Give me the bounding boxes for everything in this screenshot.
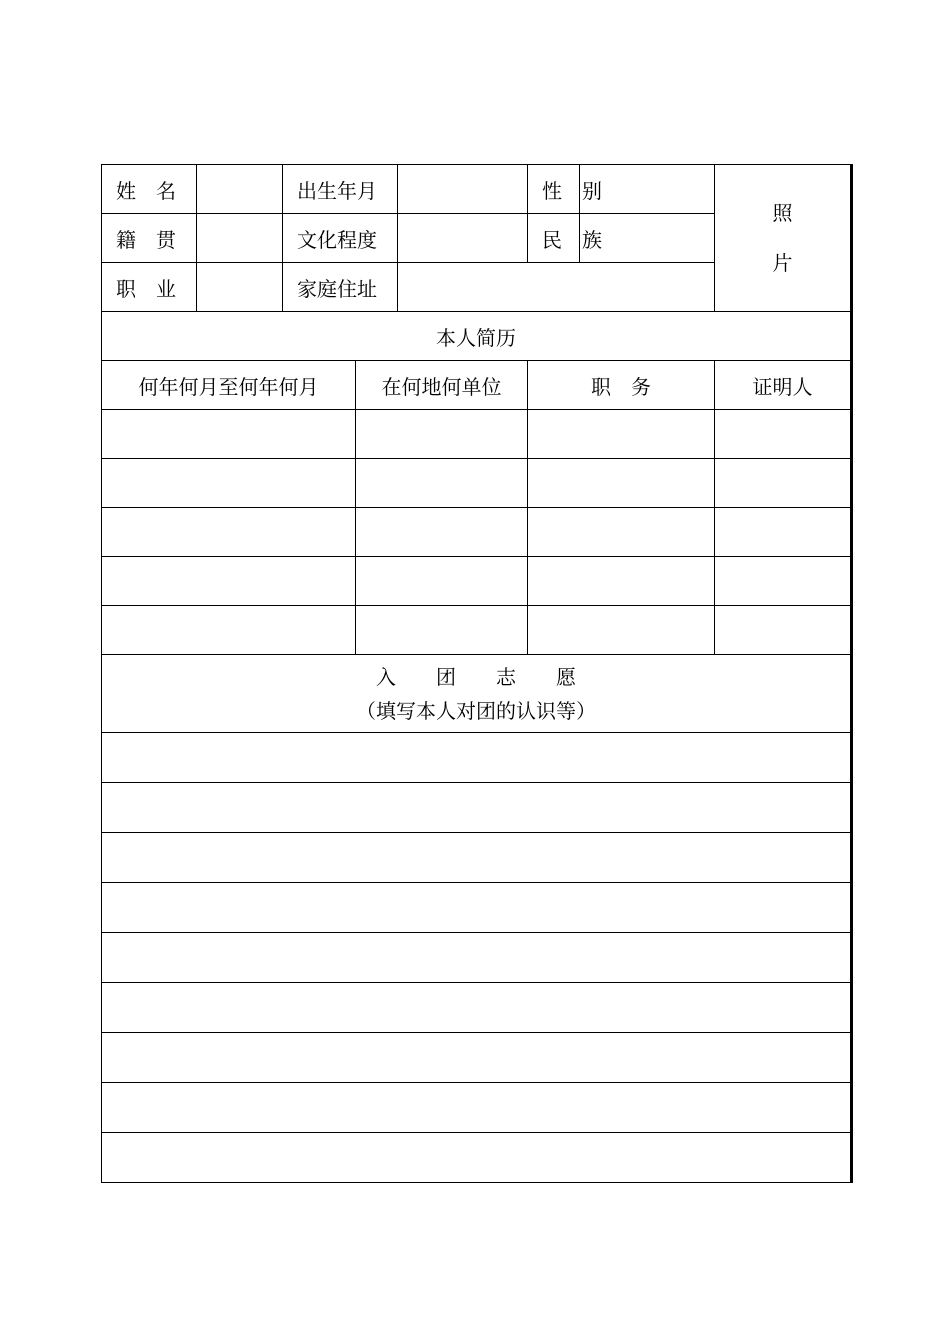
application-line[interactable] [102,983,851,1033]
birth-date-field[interactable] [398,165,528,214]
application-line[interactable] [102,733,851,783]
photo-box[interactable] [715,165,851,312]
resume-reference-cell[interactable] [715,459,851,508]
native-place-field[interactable] [197,214,283,263]
ethnicity-label: 民 族 [528,214,580,263]
application-line[interactable] [102,883,851,933]
resume-row [102,606,851,655]
resume-position-cell[interactable] [528,508,715,557]
name-label: 姓 名 [102,165,197,214]
resume-workplace-cell[interactable] [356,410,528,459]
application-line[interactable] [102,1133,851,1183]
league-application-form [101,164,851,1183]
resume-period-cell[interactable] [102,606,356,655]
application-header-row [102,655,851,733]
resume-row [102,459,851,508]
resume-reference-cell[interactable] [715,606,851,655]
occupation-label: 职 业 [102,263,197,312]
education-label: 文化程度 [283,214,398,263]
address-field[interactable] [398,263,715,312]
resume-row [102,508,851,557]
address-label: 家庭住址 [283,263,398,312]
resume-header-row [102,361,851,410]
resume-position-cell[interactable] [528,459,715,508]
resume-position-cell[interactable] [528,410,715,459]
resume-title-row [102,312,851,361]
resume-section-title: 本人简历 [102,312,851,361]
resume-reference-cell[interactable] [715,557,851,606]
resume-workplace-cell[interactable] [356,606,528,655]
application-title: 入 团 志 愿 [376,664,576,689]
resume-col-reference: 证明人 [715,361,851,410]
application-header [102,655,851,733]
resume-period-cell[interactable] [102,459,356,508]
birth-date-label: 出生年月 [283,165,398,214]
application-line[interactable] [102,783,851,833]
resume-col-period: 何年何月至何年何月 [102,361,356,410]
resume-period-cell[interactable] [102,557,356,606]
gender-label: 性 别 [528,165,580,214]
resume-position-cell[interactable] [528,606,715,655]
resume-reference-cell[interactable] [715,508,851,557]
resume-position-cell[interactable] [528,557,715,606]
resume-reference-cell[interactable] [715,410,851,459]
resume-col-position: 职 务 [528,361,715,410]
application-line[interactable] [102,1033,851,1083]
application-line[interactable] [102,1083,851,1133]
photo-label-line-1: 照 [772,201,793,225]
resume-period-cell[interactable] [102,508,356,557]
resume-workplace-cell[interactable] [356,557,528,606]
resume-row [102,410,851,459]
education-field[interactable] [398,214,528,263]
application-line[interactable] [102,833,851,883]
native-place-label: 籍 贯 [102,214,197,263]
occupation-field[interactable] [197,263,283,312]
photo-label-line-2: 片 [772,251,793,275]
resume-col-workplace: 在何地何单位 [356,361,528,410]
name-field[interactable] [197,165,283,214]
resume-workplace-cell[interactable] [356,508,528,557]
application-subtitle: （填写本人对团的认识等） [356,698,596,723]
application-line[interactable] [102,933,851,983]
resume-period-cell[interactable] [102,410,356,459]
basic-info-row-1 [102,165,851,214]
resume-row [102,557,851,606]
resume-workplace-cell[interactable] [356,459,528,508]
